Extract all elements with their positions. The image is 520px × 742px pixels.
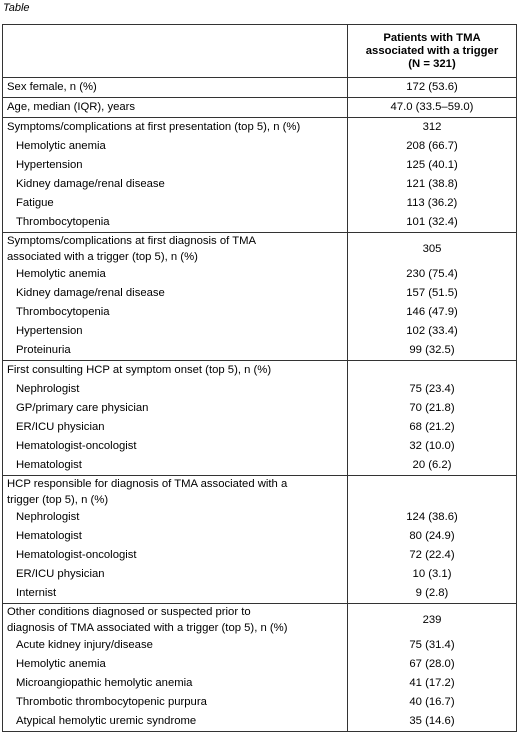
item-value: 208 (66.7) xyxy=(406,140,458,152)
item-value: 67 (28.0) xyxy=(409,658,455,670)
item-label: Hematologist-oncologist xyxy=(16,440,137,452)
section-title-line: trigger (top 5), n (%) xyxy=(7,494,109,506)
item-label: Microangiopathic hemolytic anemia xyxy=(16,677,193,689)
item-value: 113 (36.2) xyxy=(406,197,458,209)
row-sex-female xyxy=(3,78,517,98)
section-block xyxy=(3,476,517,604)
item-label: ER/ICU physician xyxy=(16,421,105,433)
item-label: Hemolytic anemia xyxy=(16,268,106,280)
section-total: 312 xyxy=(422,121,442,133)
row-value: 47.0 (33.5–59.0) xyxy=(390,101,474,113)
item-label: Hemolytic anemia xyxy=(16,658,106,670)
item-label: Nephrologist xyxy=(16,511,80,523)
item-label: Kidney damage/renal disease xyxy=(16,287,165,299)
column-header-patients xyxy=(348,25,517,78)
column-header-line-1: Patients with TMA xyxy=(383,31,481,44)
section-block xyxy=(3,118,517,233)
section-block xyxy=(3,233,517,361)
item-label: ER/ICU physician xyxy=(16,568,105,580)
item-label: Fatigue xyxy=(16,197,54,209)
item-value: 146 (47.9) xyxy=(406,306,458,318)
item-label: Atypical hemolytic uremic syndrome xyxy=(16,715,197,727)
item-label: Hypertension xyxy=(16,325,83,337)
table-caption: Table xyxy=(3,2,30,14)
item-value: 72 (22.4) xyxy=(409,549,455,561)
item-value: 80 (24.9) xyxy=(409,530,455,542)
item-label: Thrombocytopenia xyxy=(16,216,110,228)
header-empty-cell xyxy=(3,25,348,78)
header-row xyxy=(3,25,517,78)
section-total: 305 xyxy=(422,243,442,255)
item-label: Thrombotic thrombocytopenic purpura xyxy=(16,696,207,708)
item-label: Hematologist xyxy=(16,459,82,471)
item-value: 20 (6.2) xyxy=(412,459,452,471)
section-title-line: Symptoms/complications at first diagnosis of TMA xyxy=(7,235,257,247)
item-value: 101 (32.4) xyxy=(406,216,458,228)
item-value: 75 (31.4) xyxy=(409,639,455,651)
section-total: 239 xyxy=(422,614,442,626)
section-title-line: Symptoms/complications at first presentation (top 5), n (%) xyxy=(7,121,301,133)
item-value: 99 (32.5) xyxy=(409,344,455,356)
column-header-line-3: (N = 321) xyxy=(408,57,456,70)
item-value: 70 (21.8) xyxy=(409,402,455,414)
item-label: Internist xyxy=(16,587,57,599)
item-label: Nephrologist xyxy=(16,383,80,395)
table-sections xyxy=(3,118,517,732)
column-header-line-2: associated with a trigger xyxy=(365,44,499,57)
item-value: 121 (38.8) xyxy=(406,178,458,190)
item-value: 125 (40.1) xyxy=(406,159,458,171)
row-value: 172 (53.6) xyxy=(406,81,458,93)
item-label: Kidney damage/renal disease xyxy=(16,178,165,190)
section-title-line: diagnosis of TMA associated with a trigger (top 5), n (%) xyxy=(7,622,288,634)
row-label: Sex female, n (%) xyxy=(7,81,97,93)
item-label: Hematologist-oncologist xyxy=(16,549,137,561)
item-value: 41 (17.2) xyxy=(409,677,455,689)
section-block xyxy=(3,604,517,732)
section-title-line: HCP responsible for diagnosis of TMA associated with a xyxy=(7,478,288,490)
item-label: Thrombocytopenia xyxy=(16,306,110,318)
item-value: 68 (21.2) xyxy=(409,421,455,433)
section-block xyxy=(3,361,517,476)
row-age xyxy=(3,98,517,118)
item-value: 102 (33.4) xyxy=(406,325,458,337)
item-label: Acute kidney injury/disease xyxy=(16,639,153,651)
item-value: 157 (51.5) xyxy=(406,287,458,299)
section-total xyxy=(348,361,516,380)
section-title-line: associated with a trigger (top 5), n (%) xyxy=(7,251,198,263)
item-value: 40 (16.7) xyxy=(409,696,455,708)
section-title-line: First consulting HCP at symptom onset (top 5), n (%) xyxy=(7,364,272,376)
item-value: 75 (23.4) xyxy=(409,383,455,395)
item-label: Hematologist xyxy=(16,530,82,542)
item-label: Hypertension xyxy=(16,159,83,171)
item-value: 124 (38.6) xyxy=(406,511,458,523)
section-title-line: Other conditions diagnosed or suspected prior to xyxy=(7,606,251,618)
section-total xyxy=(348,476,516,508)
item-value: 9 (2.8) xyxy=(415,587,449,599)
item-label: Hemolytic anemia xyxy=(16,140,106,152)
row-label: Age, median (IQR), years xyxy=(7,101,136,113)
item-label: GP/primary care physician xyxy=(16,402,149,414)
data-table xyxy=(2,24,517,732)
item-value: 35 (14.6) xyxy=(409,715,455,727)
item-value: 32 (10.0) xyxy=(409,440,455,452)
item-value: 10 (3.1) xyxy=(412,568,452,580)
item-label: Proteinuria xyxy=(16,344,71,356)
item-value: 230 (75.4) xyxy=(406,268,458,280)
